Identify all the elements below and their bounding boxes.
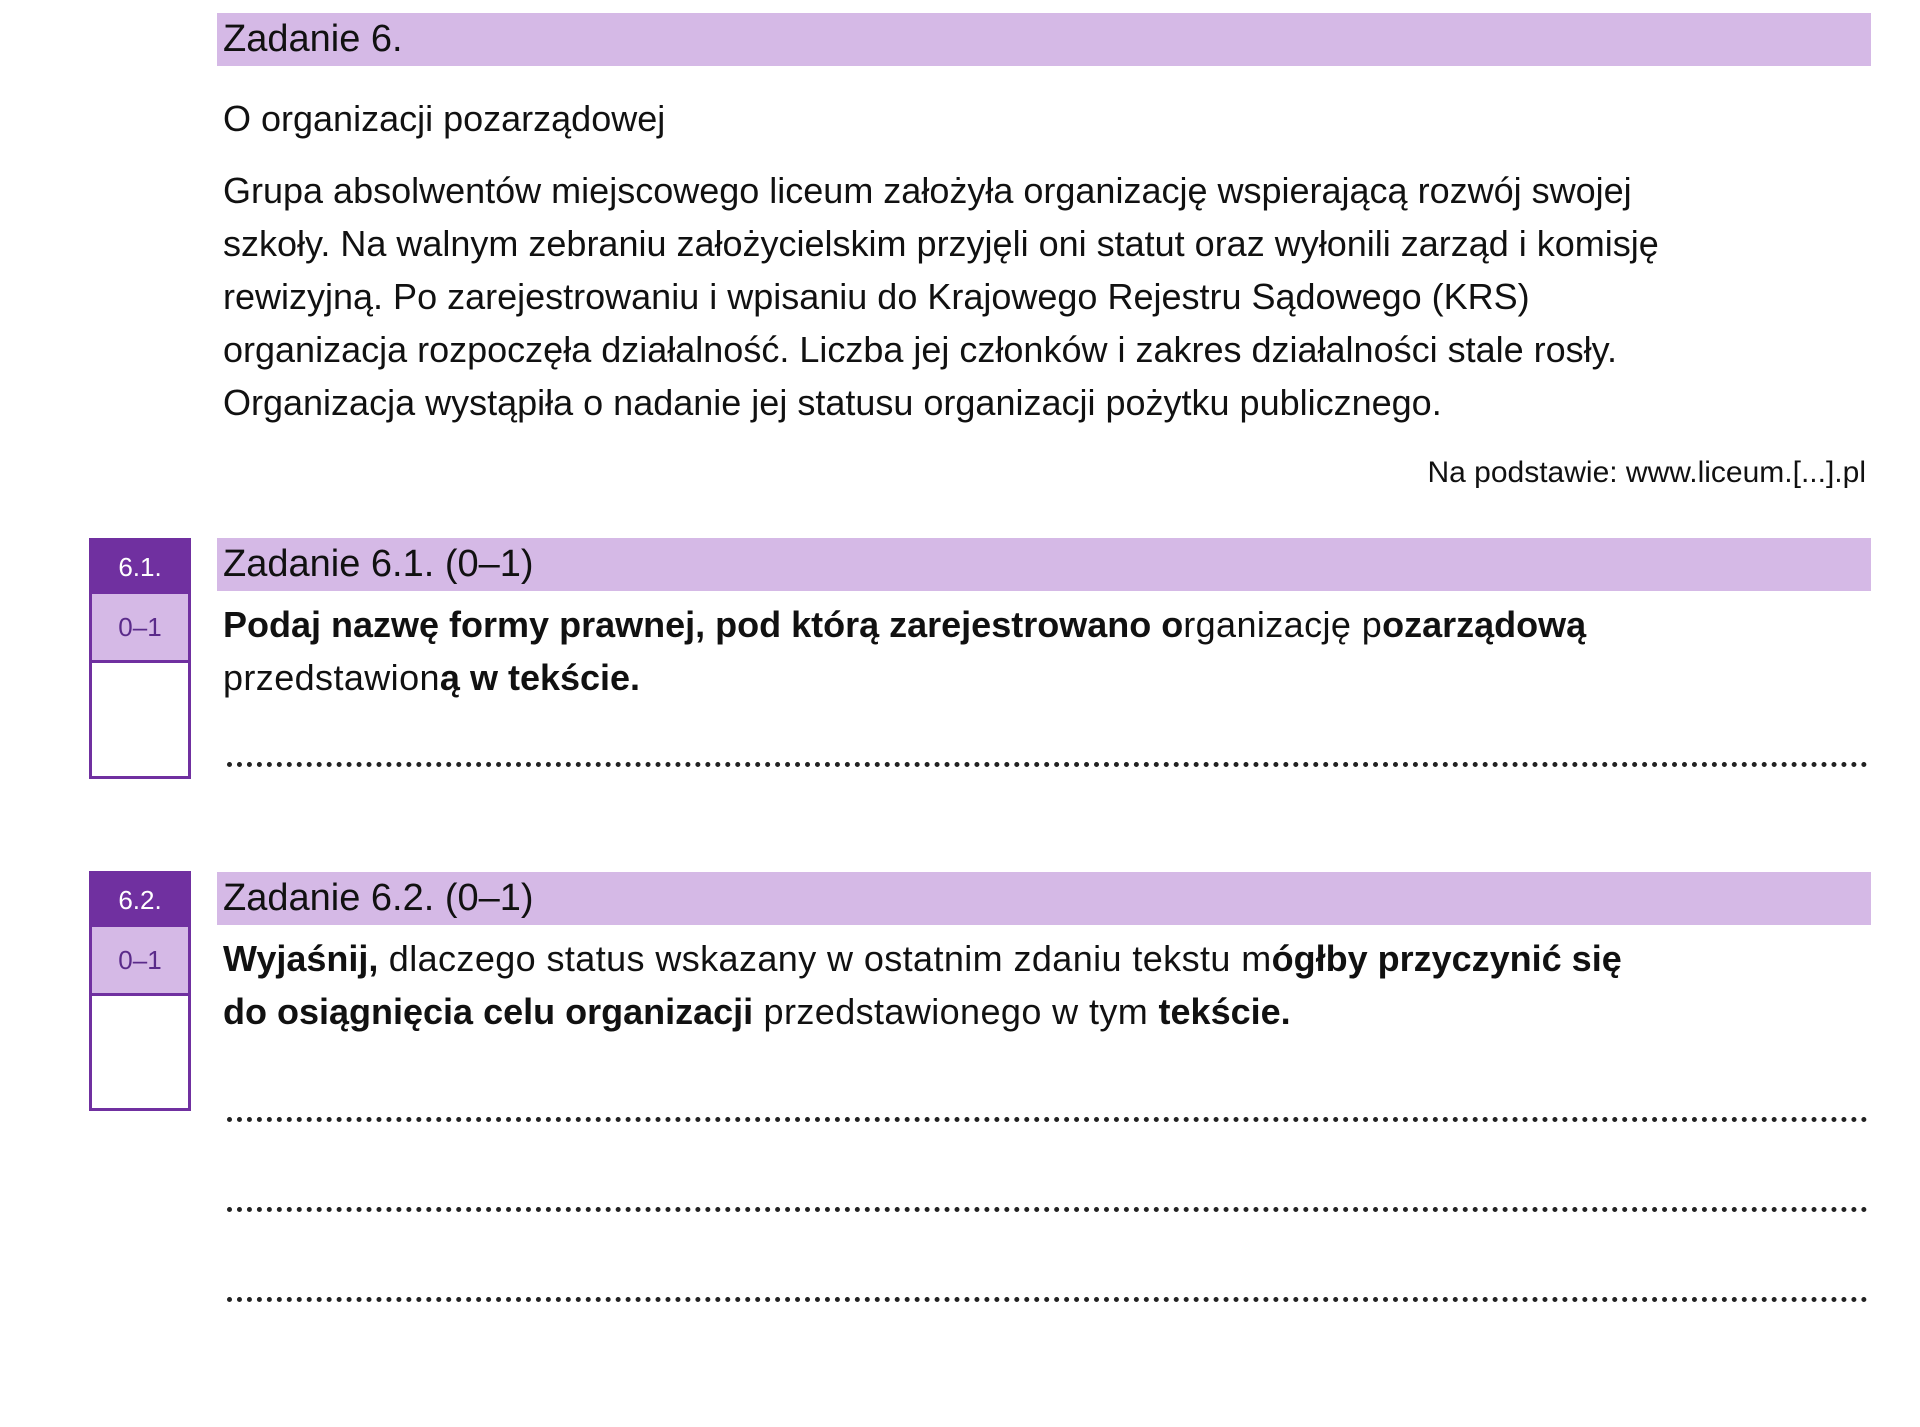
source-text-line: organizacja rozpoczęła działalność. Liczba jej członków i zakres działalności stale rosły. [223,329,1617,370]
task-source-text [223,164,1871,429]
answer-line[interactable] [227,1297,1868,1302]
answer-line[interactable] [227,1207,1868,1212]
bold-text-segment: Wyjaśnij, [223,938,379,979]
bold-text-segment: do osiągnięcia celu organizacji [223,991,754,1032]
task-header: Zadanie 6. [217,13,1871,66]
bold-text-segment: Podaj nazwę formy prawnej, pod którą zarejestrowano o [223,604,1184,645]
bold-text-segment: tekście. [1158,991,1291,1032]
subtask-6-1-question [223,598,1873,704]
answer-line[interactable] [227,1117,1868,1122]
score-points-range: 0–1 [92,594,188,663]
answer-line[interactable] [227,762,1868,767]
text-segment: dlaczego status wskazany w ostatnim zdaniu tekstu m [378,938,1272,979]
source-text-line: Grupa absolwentów miejscowego liceum założyła organizację wspierającą rozwój swojej [223,170,1632,211]
task-title: O organizacji pozarządowej [223,98,666,139]
score-box-6-1 [89,538,191,779]
score-box-6-2 [89,871,191,1111]
subtask-6-1-header: Zadanie 6.1. (0–1) [217,538,1871,591]
subtask-6-2-question [223,932,1873,1038]
source-text-line: rewizyjną. Po zarejestrowaniu i wpisaniu do Krajowego Rejestru Sądowego (KRS) [223,276,1530,317]
question-line [223,651,1873,704]
text-segment: przedstawionego w tym [753,991,1159,1032]
subtask-6-2-header: Zadanie 6.2. (0–1) [217,872,1871,925]
text-segment: przedstawion [223,657,440,698]
bold-text-segment: ozarządową [1382,604,1587,645]
score-task-number: 6.1. [92,541,188,594]
source-citation: Na podstawie: www.liceum.[...].pl [1427,456,1866,489]
bold-text-segment: ą w tekście. [439,657,641,698]
question-line [223,598,1873,651]
text-segment: rganizację p [1183,604,1383,645]
question-line [223,932,1873,985]
score-points-range: 0–1 [92,927,188,996]
bold-text-segment: ógłby przyczynić się [1271,938,1622,979]
score-task-number: 6.2. [92,874,188,927]
source-text-line: Organizacja wystąpiła o nadanie jej statusu organizacji pożytku publicznego. [223,382,1442,423]
question-line [223,985,1873,1038]
source-text-line: szkoły. Na walnym zebraniu założycielskim przyjęli oni statut oraz wyłonili zarząd i komisję [223,223,1659,264]
